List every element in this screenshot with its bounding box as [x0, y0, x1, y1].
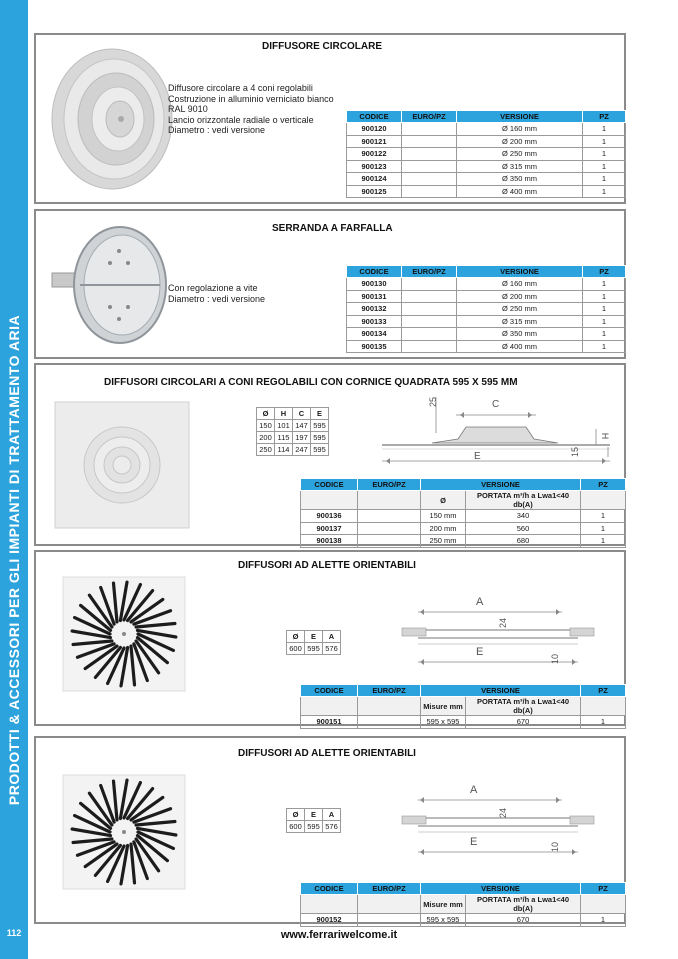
header-codice: CODICE	[301, 479, 358, 491]
dim-cell: 600	[287, 821, 305, 833]
row-version: Ø 160 mm	[457, 278, 583, 291]
row-version: Ø 315 mm	[457, 315, 583, 328]
drawing-label-10: 10	[550, 653, 561, 665]
sub-empty	[358, 697, 421, 716]
row-pz: 1	[581, 914, 626, 927]
table-row	[347, 123, 626, 136]
header-euro: EURO/PZ	[358, 685, 421, 697]
header-versione: VERSIONE	[457, 266, 583, 278]
header-pz: PZ	[581, 685, 626, 697]
row-euro	[358, 522, 421, 535]
dimensions-table	[286, 808, 341, 833]
row-version: Ø 350 mm	[457, 328, 583, 341]
sub-empty	[358, 491, 421, 510]
drawing-label-h: H	[600, 432, 611, 440]
header-pz: PZ	[581, 479, 626, 491]
dim-header: H	[275, 408, 293, 420]
row-euro	[402, 185, 457, 198]
row-code: 900137	[301, 522, 358, 535]
table-row	[347, 328, 626, 341]
row-code: 900151	[301, 716, 358, 729]
dim-header: Ø	[257, 408, 275, 420]
table-row	[347, 303, 626, 316]
row-code: 900138	[301, 535, 358, 548]
dim-cell: 200	[257, 432, 275, 444]
sub-empty	[301, 491, 358, 510]
header-versione: VERSIONE	[421, 883, 581, 895]
dimensions-table	[256, 407, 329, 456]
page-number: 112	[6, 928, 22, 938]
dim-header: A	[323, 809, 341, 821]
dim-cell: 101	[275, 420, 293, 432]
table-row	[301, 510, 626, 523]
dim-header: E	[311, 408, 329, 420]
row-version: Ø 350 mm	[457, 173, 583, 186]
header-euro: EURO/PZ	[358, 883, 421, 895]
dim-cell: 114	[275, 444, 293, 456]
product-description	[168, 283, 265, 304]
table-row	[347, 160, 626, 173]
price-table	[300, 478, 626, 548]
row-code: 900125	[347, 185, 402, 198]
row-euro	[402, 173, 457, 186]
table-row	[301, 522, 626, 535]
row-version: Ø 200 mm	[457, 135, 583, 148]
section-diffusori-coni-cornice	[34, 363, 626, 546]
header-codice: CODICE	[347, 266, 402, 278]
subheader-diametro: Ø	[421, 491, 466, 510]
row-euro	[402, 278, 457, 291]
table-row	[347, 148, 626, 161]
row-euro	[402, 135, 457, 148]
row-euro	[358, 510, 421, 523]
row-pz: 1	[583, 123, 626, 136]
table-row	[347, 173, 626, 186]
dim-cell: 147	[293, 420, 311, 432]
row-version: Ø 250 mm	[457, 303, 583, 316]
sub-empty	[301, 697, 358, 716]
row-euro	[358, 535, 421, 548]
header-euro: EURO/PZ	[358, 479, 421, 491]
row-portata: 670	[466, 914, 581, 927]
desc-line: Diffusore circolare a 4 coni regolabili	[168, 83, 313, 93]
row-pz: 1	[583, 315, 626, 328]
section-title: DIFFUSORI AD ALETTE ORIENTABILI	[238, 560, 416, 571]
round-diffuser-image	[46, 43, 176, 195]
dim-cell: 595	[311, 444, 329, 456]
dim-cell: 250	[257, 444, 275, 456]
row-euro	[402, 290, 457, 303]
header-codice: CODICE	[301, 685, 358, 697]
subheader-portata: PORTATA m³/h a Lwa1<40 db(A)	[466, 895, 581, 914]
row-diameter: 200 mm	[421, 522, 466, 535]
dim-cell: 576	[323, 821, 341, 833]
table-row	[347, 315, 626, 328]
row-pz: 1	[583, 278, 626, 291]
row-pz: 1	[583, 303, 626, 316]
drawing-label-25: 25	[428, 396, 439, 408]
row-misure: 595 x 595	[421, 716, 466, 729]
subheader-misure: Misure mm	[421, 697, 466, 716]
row-euro	[402, 123, 457, 136]
dim-cell: 595	[305, 643, 323, 655]
row-code: 900152	[301, 914, 358, 927]
dim-cell: 197	[293, 432, 311, 444]
row-euro	[358, 914, 421, 927]
drawing-label-c: C	[492, 399, 500, 410]
swirl-diffuser-image	[62, 576, 186, 692]
desc-line: Diametro : vedi versione	[168, 125, 266, 135]
sub-empty	[301, 895, 358, 914]
row-euro	[402, 148, 457, 161]
cross-section-drawing	[398, 594, 598, 670]
product-description	[168, 83, 334, 136]
row-portata: 680	[466, 535, 581, 548]
table-row	[301, 716, 626, 729]
dim-cell: 595	[311, 432, 329, 444]
row-version: Ø 200 mm	[457, 290, 583, 303]
drawing-label-e: E	[474, 451, 481, 462]
row-code: 900124	[347, 173, 402, 186]
row-version: Ø 400 mm	[457, 185, 583, 198]
header-versione: VERSIONE	[421, 479, 581, 491]
header-codice: CODICE	[301, 883, 358, 895]
row-euro	[358, 716, 421, 729]
sub-empty	[581, 697, 626, 716]
dim-cell: 595	[311, 420, 329, 432]
row-pz: 1	[583, 185, 626, 198]
section-title: SERRANDA A FARFALLA	[272, 223, 393, 234]
header-pz: PZ	[583, 266, 626, 278]
row-portata: 670	[466, 716, 581, 729]
category-title: PRODOTTI & ACCESSORI PER GLI IMPIANTI DI TRATTAMENTO ARIA	[6, 314, 22, 806]
header-versione: VERSIONE	[421, 685, 581, 697]
dim-cell: 247	[293, 444, 311, 456]
dim-header: E	[305, 809, 323, 821]
dim-cell: 595	[305, 821, 323, 833]
row-code: 900121	[347, 135, 402, 148]
drawing-label-a: A	[470, 784, 478, 796]
subheader-misure: Misure mm	[421, 895, 466, 914]
table-row	[347, 290, 626, 303]
row-version: Ø 160 mm	[457, 123, 583, 136]
table-row	[347, 278, 626, 291]
header-versione: VERSIONE	[457, 111, 583, 123]
drawing-label-e: E	[470, 836, 478, 848]
price-table	[300, 882, 626, 927]
section-serranda-farfalla	[34, 209, 626, 359]
section-title: DIFFUSORI AD ALETTE ORIENTABILI	[238, 748, 416, 759]
row-euro	[402, 160, 457, 173]
dimensions-table	[286, 630, 341, 655]
row-code: 900122	[347, 148, 402, 161]
row-code: 900136	[301, 510, 358, 523]
row-pz: 1	[581, 535, 626, 548]
row-code: 900120	[347, 123, 402, 136]
desc-line: Con regolazione a vite	[168, 283, 258, 293]
footer-website[interactable]: www.ferrariwelcome.it	[280, 929, 398, 941]
row-pz: 1	[583, 135, 626, 148]
row-code: 900135	[347, 340, 402, 353]
price-table	[346, 110, 626, 198]
header-euro: EURO/PZ	[402, 266, 457, 278]
table-row	[347, 340, 626, 353]
dim-header: Ø	[287, 809, 305, 821]
drawing-label-24: 24	[498, 617, 509, 629]
drawing-label-24: 24	[498, 807, 509, 819]
desc-line: Diametro : vedi versione	[168, 293, 266, 304]
subheader-portata: PORTATA m³/h a Lwa1<40 db(A)	[466, 697, 581, 716]
dim-cell: 576	[323, 643, 341, 655]
dim-header: A	[323, 631, 341, 643]
square-frame-diffuser-image	[54, 401, 190, 529]
section-diffusori-alette-2	[34, 736, 626, 924]
row-pz: 1	[581, 716, 626, 729]
table-row	[301, 914, 626, 927]
drawing-label-a: A	[476, 596, 484, 608]
row-pz: 1	[583, 290, 626, 303]
row-code: 900131	[347, 290, 402, 303]
dim-header: C	[293, 408, 311, 420]
table-row	[301, 535, 626, 548]
row-pz: 1	[583, 328, 626, 341]
category-sidebar	[0, 0, 28, 959]
section-title: DIFFUSORE CIRCOLARE	[262, 41, 382, 52]
row-pz: 1	[581, 522, 626, 535]
sub-empty	[581, 895, 626, 914]
row-pz: 1	[583, 173, 626, 186]
row-euro	[402, 303, 457, 316]
row-diameter: 150 mm	[421, 510, 466, 523]
sub-empty	[581, 491, 626, 510]
row-pz: 1	[583, 160, 626, 173]
row-pz: 1	[583, 148, 626, 161]
header-pz: PZ	[583, 111, 626, 123]
row-misure: 595 x 595	[421, 914, 466, 927]
dim-header: E	[305, 631, 323, 643]
desc-line: Lancio orizzontale radiale o verticale	[168, 114, 314, 125]
row-diameter: 250 mm	[421, 535, 466, 548]
section-title: DIFFUSORI CIRCOLARI A CONI REGOLABILI CON CORNICE QUADRATA 595 X 595 MM	[104, 377, 518, 388]
row-code: 900132	[347, 303, 402, 316]
desc-line: Costruzione in alluminio verniciato bianco	[168, 93, 334, 104]
row-pz: 1	[581, 510, 626, 523]
section-diffusori-alette-1	[34, 550, 626, 726]
row-code: 900134	[347, 328, 402, 341]
subheader-portata: PORTATA m³/h a Lwa1<40 db(A)	[466, 491, 581, 510]
cross-section-drawing	[398, 790, 598, 866]
price-table	[346, 265, 626, 353]
price-table	[300, 684, 626, 729]
row-version: Ø 250 mm	[457, 148, 583, 161]
row-code: 900123	[347, 160, 402, 173]
sub-empty	[358, 895, 421, 914]
row-version: Ø 400 mm	[457, 340, 583, 353]
row-euro	[402, 340, 457, 353]
butterfly-damper-image	[50, 223, 170, 351]
row-pz: 1	[583, 340, 626, 353]
swirl-diffuser-image	[62, 772, 186, 892]
row-portata: 560	[466, 522, 581, 535]
row-euro	[402, 315, 457, 328]
table-row	[347, 135, 626, 148]
table-row	[347, 185, 626, 198]
dim-cell: 115	[275, 432, 293, 444]
drawing-label-e: E	[476, 646, 484, 658]
header-codice: CODICE	[347, 111, 402, 123]
header-euro: EURO/PZ	[402, 111, 457, 123]
row-version: Ø 315 mm	[457, 160, 583, 173]
row-code: 900133	[347, 315, 402, 328]
row-euro	[402, 328, 457, 341]
header-pz: PZ	[581, 883, 626, 895]
drawing-label-10: 10	[550, 841, 561, 853]
section-diffusore-circolare	[34, 33, 626, 204]
row-portata: 340	[466, 510, 581, 523]
dim-cell: 150	[257, 420, 275, 432]
desc-line: RAL 9010	[168, 104, 208, 114]
dim-header: Ø	[287, 631, 305, 643]
drawing-label-15: 15	[570, 446, 581, 458]
dim-cell: 600	[287, 643, 305, 655]
row-code: 900130	[347, 278, 402, 291]
